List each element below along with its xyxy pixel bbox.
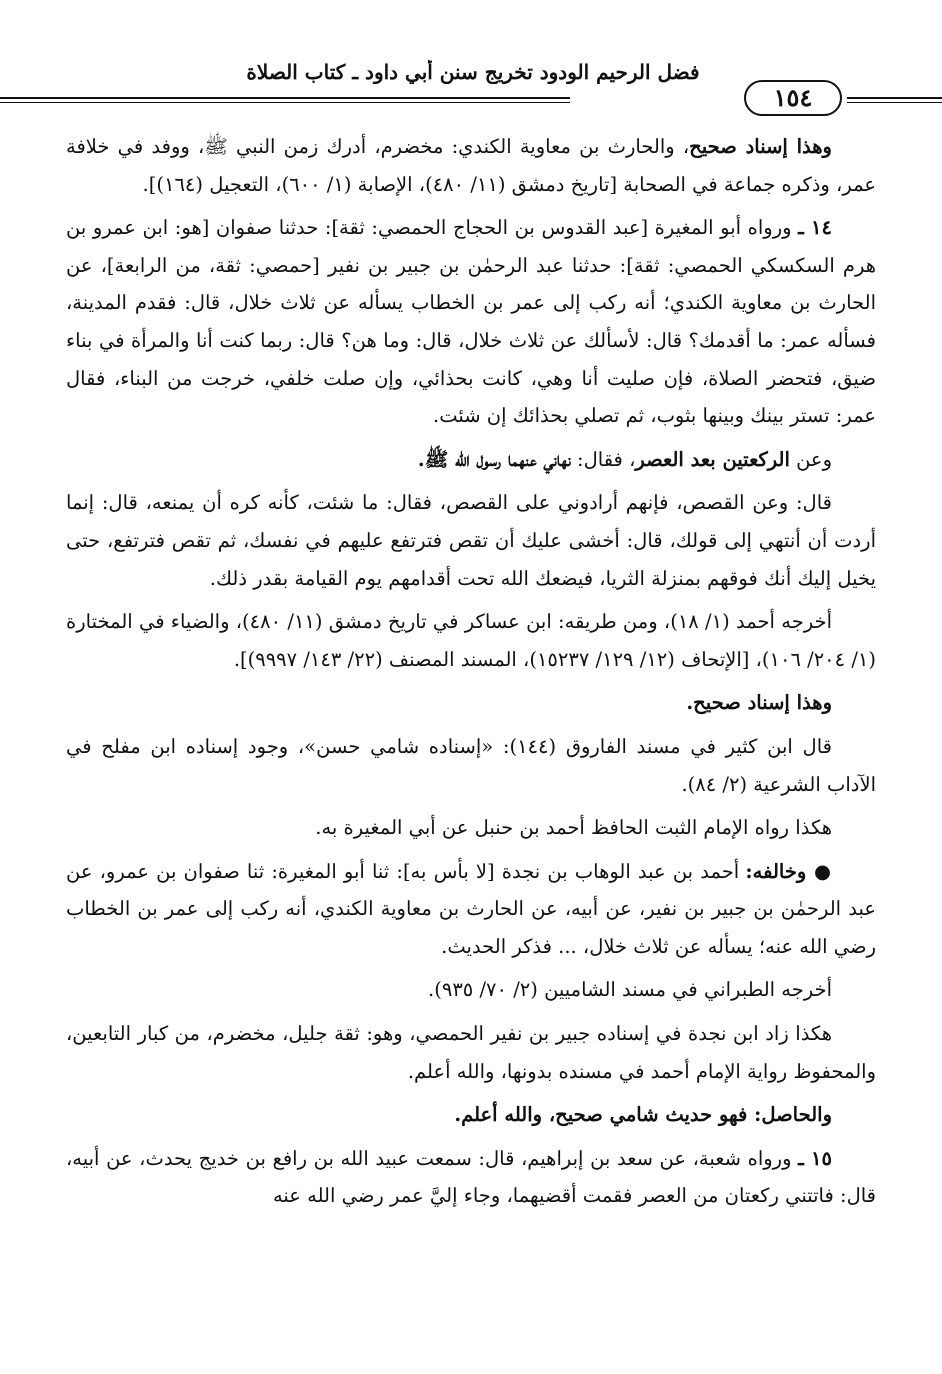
paragraph-text: وعن bbox=[789, 447, 832, 471]
paragraph-text: قال ابن كثير في مسند الفاروق (١٤٤): «إسناده شامي حسن»، وجود إسناده ابن مفلح في الآداب الشرعية (٢/ ٨٤). bbox=[66, 734, 876, 796]
paragraph-text: هكذا رواه الإمام الثبت الحافظ أحمد بن حنبل عن أبي المغيرة به. bbox=[315, 816, 832, 840]
page-number: ١٥٤ bbox=[744, 80, 842, 116]
paragraph bbox=[66, 728, 876, 803]
paragraph-text: ، فقال: bbox=[570, 447, 636, 471]
paragraph-text: ورواه أبو المغيرة [عبد القدوس بن الحجاج الحمصي: ثقة]: حدثنا صفوان [هو: ابن عمرو بن هرم السكسكي الحمصي: ثقة]: حدثنا عبد الرحمٰن بن جبير بن نفير [حمصي: ثقة، من الرابعة]، عن الحارث بن معاوية الكندي؛ أنه ركب إلى عمر بن الخطاب يسأله عن ثلاث خلال، قال: فقدم المدينة، فسأله عمر: ما أقدمك؟ قال: لأسألك عن ثلاث خلال، قال: وما هن؟ قال: ربما كنت أنا والمرأة في بناء ضيق، فتحضر الصلاة، فإن صليت أنا وهي، كانت بحذائي، وإن صلت خلفي، خرجت من البناء، فقال عمر: تستر بينك وبينها بثوب، ثم تصلي بحذائك إن شئت. bbox=[66, 216, 876, 428]
header-rule bbox=[847, 102, 942, 103]
bold-lead: ● وخالفه: bbox=[745, 859, 832, 883]
paragraph-text: أخرجه الطبراني في مسند الشاميين (٢/ ٧٠/ ٩٣٥). bbox=[428, 978, 832, 1002]
paragraph bbox=[66, 853, 876, 966]
bold-phrase: نهاني عنهما رسول الله ﷺ. bbox=[417, 447, 571, 471]
paragraph bbox=[66, 441, 876, 479]
paragraph-text: أحمد بن عبد الوهاب بن نجدة [لا بأس به]: ثنا أبو المغيرة: ثنا صفوان بن عمرو، عن عبد الرحمٰن بن جبير بن نفير، عن أبيه، عن الحارث بن معاوية الكندي، أنه ركب إلى عمر بن الخطاب رضي الله عنه؛ يسأله عن ثلاث خلال، ... فذكر الحديث. bbox=[66, 859, 876, 958]
paragraph bbox=[66, 1015, 876, 1090]
header-rule bbox=[0, 102, 570, 103]
bold-lead: وهذا إسناد صحيح bbox=[689, 135, 832, 158]
running-title: فضل الرحيم الودود تخريج سنن أبي داود ـ كتاب الصلاة bbox=[246, 60, 700, 84]
paragraph bbox=[66, 971, 876, 1009]
paragraph bbox=[66, 1140, 876, 1215]
bold-phrase: الركعتين بعد العصر bbox=[635, 447, 790, 471]
paragraph bbox=[66, 209, 876, 435]
paragraph bbox=[66, 484, 876, 597]
page-body bbox=[66, 128, 876, 1221]
header-rule bbox=[847, 97, 942, 99]
header-rule bbox=[0, 97, 570, 99]
paragraph bbox=[66, 603, 876, 678]
hadith-number: ١٤ ـ bbox=[798, 216, 832, 240]
paragraph bbox=[66, 684, 876, 722]
paragraph bbox=[66, 128, 876, 203]
paragraph-text: ، والحارث بن معاوية الكندي: مخضرم، أدرك زمن النبي ﷺ، ووفد في خلافة عمر، وذكره جماعة في الصحابة [تاريخ دمشق (١١/ ٤٨٠)، الإصابة (١/ ٦٠٠)، التعجيل (١٦٤)]. bbox=[66, 135, 876, 196]
paragraph bbox=[66, 809, 876, 847]
paragraph-text: ورواه شعبة، عن سعد بن إبراهيم، قال: سمعت عبيد الله بن رافع بن خديج يحدث، عن أبيه، قال: فاتتني ركعتان من العصر فقمت أقضيهما، وجاء إليَّ عمر رضي الله عنه bbox=[66, 1146, 876, 1208]
paragraph-text: قال: وعن القصص، فإنهم أرادوني على القصص، فقال: ما شئت، كأنه كره أن يمنعه، قال: إنما أردت أن أنتهي إلى قولك، قال: أخشى عليك أن تقص فترتفع عليهم في نفسك، ثم تقص فترتفع، حتى يخيل إليك أنك فوقهم بمنزلة الثريا، فيضعك الله تحت أقدامهم يوم القيامة بقدر ذلك. bbox=[66, 491, 876, 590]
bold-lead: والحاصل: فهو حديث شامي صحيح، والله أعلم. bbox=[454, 1103, 832, 1127]
paragraph-text: أخرجه أحمد (١/ ١٨)، ومن طريقه: ابن عساكر في تاريخ دمشق (١١/ ٤٨٠)، والضياء في المختارة (١/ ٢٠٤/ ١٠٦)، [الإتحاف (١٢/ ١٢٩/ ١٥٢٣٧)، المسند المصنف (٢٢/ ١٤٣/ ٩٩٩٧)]. bbox=[66, 610, 876, 671]
bold-lead: وهذا إسناد صحيح. bbox=[686, 691, 832, 715]
paragraph-text: هكذا زاد ابن نجدة في إسناده جبير بن نفير الحمصي، وهو: ثقة جليل، مخضرم، من كبار التابعين، والمحفوظ رواية الإمام أحمد في مسنده بدونها، والله أعلم. bbox=[66, 1022, 876, 1083]
paragraph bbox=[66, 1096, 876, 1134]
hadith-number: ١٥ ـ bbox=[798, 1146, 832, 1170]
